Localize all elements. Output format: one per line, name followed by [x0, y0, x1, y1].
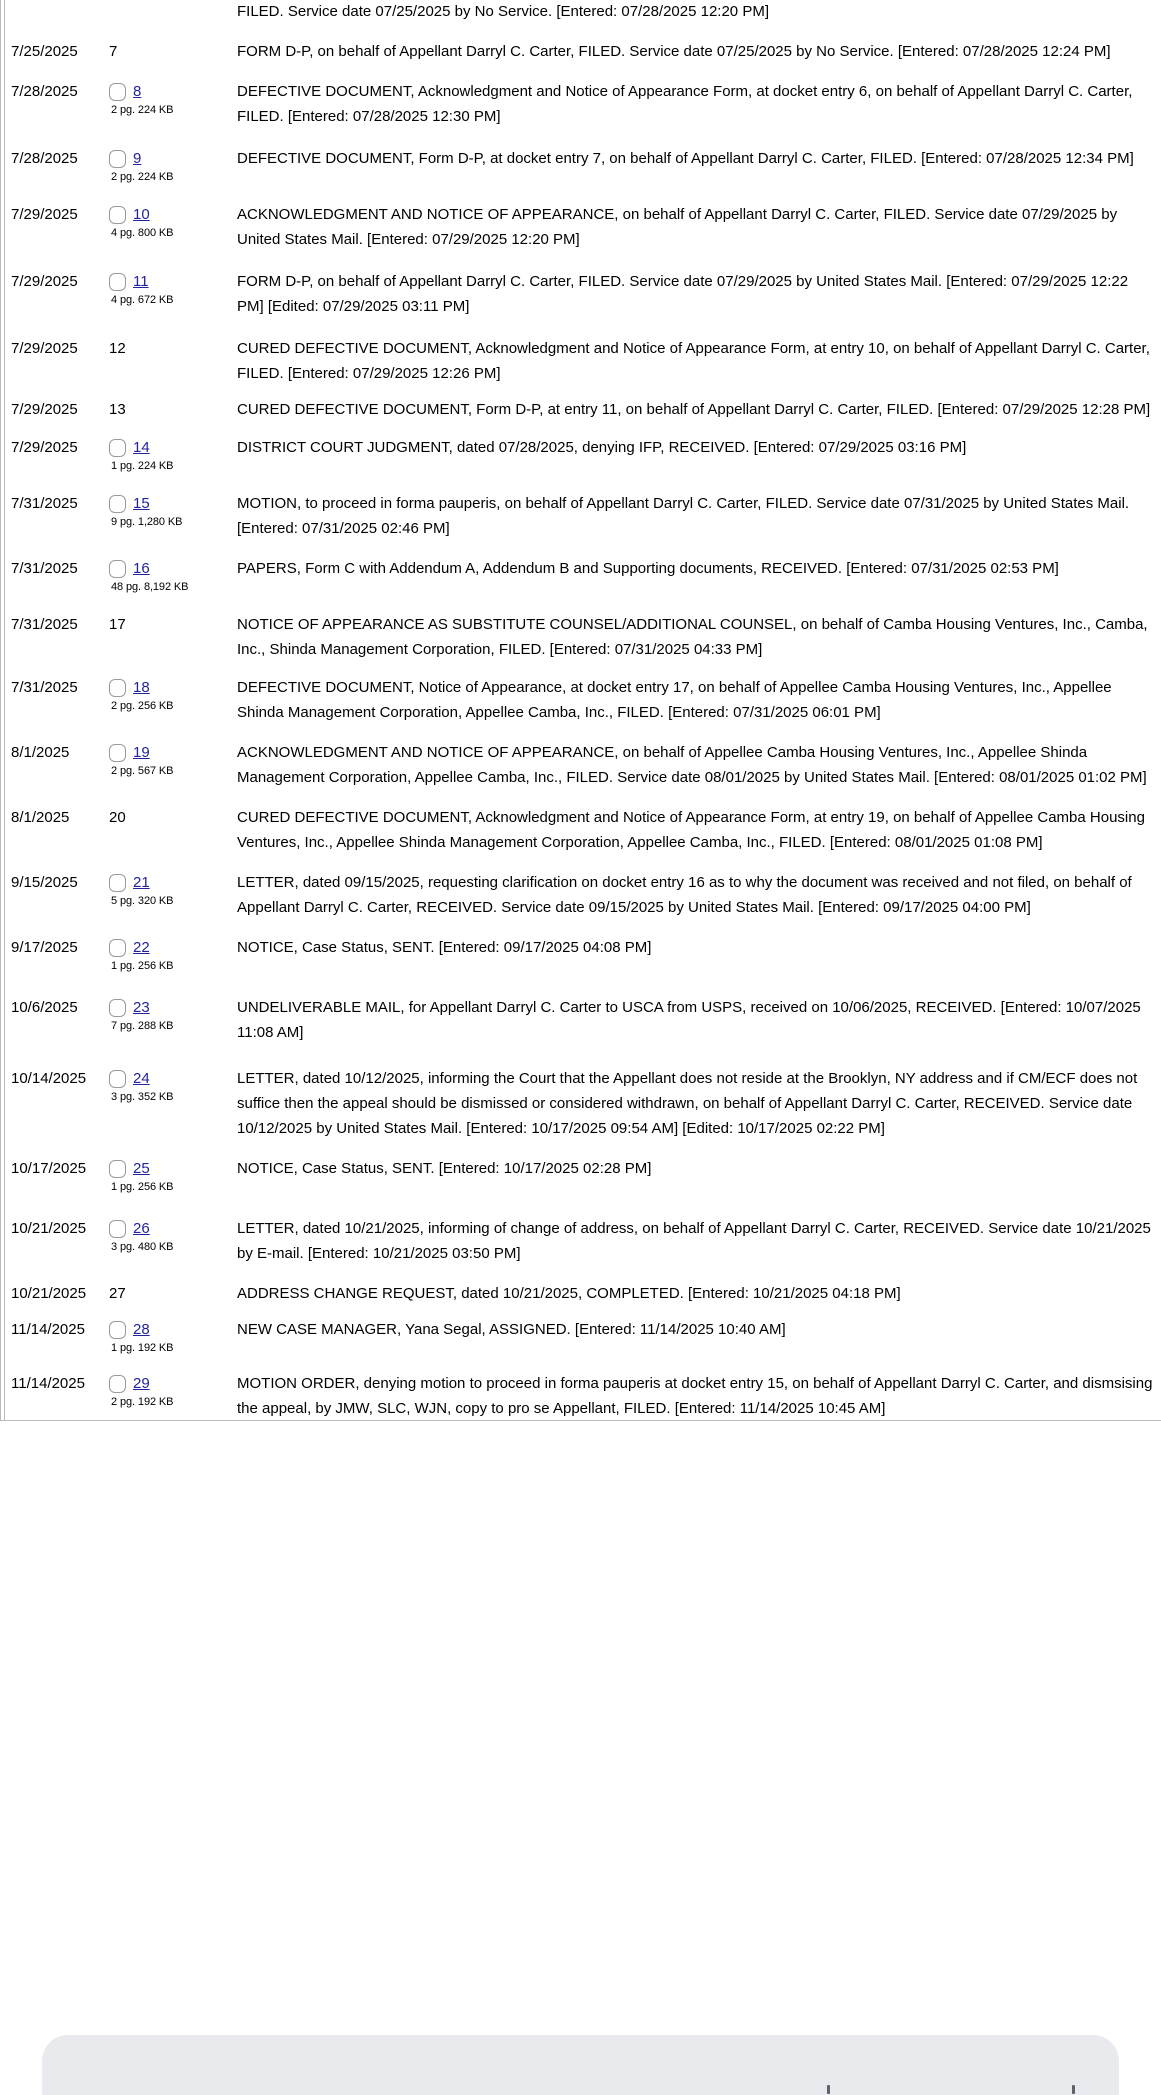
- document-number-link[interactable]: 11: [133, 273, 149, 290]
- entry-date: 7/28/2025: [11, 83, 78, 100]
- document-number-link[interactable]: 25: [133, 1160, 150, 1177]
- entry-date: 8/1/2025: [11, 744, 70, 761]
- entry-description: NOTICE, Case Status, SENT. [Entered: 09/17/2025 04:08 PM]: [237, 939, 652, 956]
- row-spacer: [1, 129, 1161, 145]
- document-select-checkbox[interactable]: [109, 1375, 126, 1393]
- docket-row: [1, 490, 1161, 541]
- entry-date: 7/29/2025: [11, 340, 78, 357]
- entry-document-cell: [109, 201, 229, 241]
- entry-document-head: [109, 1216, 229, 1241]
- entry-document-cell: [109, 38, 229, 64]
- entry-date: 11/14/2025: [11, 1321, 85, 1338]
- document-size-label: 9 pg. 1,280 KB: [111, 516, 183, 528]
- document-number-text: 27: [109, 1285, 126, 1302]
- docket-row: [1, 396, 1161, 422]
- entry-date: [11, 0, 109, 1]
- document-size-label: 2 pg. 224 KB: [111, 171, 174, 183]
- entry-document-cell: [109, 1280, 229, 1306]
- entry-document-cell: [109, 555, 229, 595]
- entry-date: 7/29/2025: [11, 273, 78, 290]
- docket-row: [1, 1316, 1161, 1356]
- document-size-label: 5 pg. 320 KB: [111, 895, 174, 907]
- entry-document-cell: [109, 934, 229, 974]
- document-select-checkbox[interactable]: [109, 1070, 126, 1088]
- entry-document-head: [109, 79, 229, 104]
- entry-document-head: [109, 1317, 229, 1342]
- entry-document-cell: [109, 145, 229, 185]
- entry-document-cell: [109, 994, 229, 1034]
- entry-document-cell: [109, 869, 229, 909]
- entry-document-head: [109, 397, 229, 422]
- row-spacer: [1, 422, 1161, 434]
- docket-row: [1, 934, 1161, 974]
- entry-document-head: [109, 870, 229, 895]
- document-size-label: 7 pg. 288 KB: [111, 1020, 174, 1032]
- entry-description: CURED DEFECTIVE DOCUMENT, Form D-P, at entry 11, on behalf of Appellant Darryl C. Carter, FILED. [Entered: 07/29/2025 12:28 PM]: [237, 401, 1151, 418]
- entry-date: 7/31/2025: [11, 560, 78, 577]
- document-select-checkbox[interactable]: [109, 1160, 126, 1178]
- document-number-link[interactable]: 24: [133, 1070, 150, 1087]
- document-size-label: 4 pg. 800 KB: [111, 227, 174, 239]
- document-number-link[interactable]: 8: [133, 83, 142, 100]
- entry-document-head: [109, 491, 229, 516]
- row-spacer: [1, 1141, 1161, 1155]
- document-size-label: 2 pg. 224 KB: [111, 104, 174, 116]
- entry-date: 7/31/2025: [11, 616, 78, 633]
- document-number-link[interactable]: 21: [133, 874, 150, 891]
- entry-document-cell: [109, 0, 229, 1]
- entry-document-cell: [109, 78, 229, 118]
- entry-description: LETTER, dated 10/21/2025, informing of change of address, on behalf of Appellant Darryl C. Carter, RECEIVED. Service date 10/21/2025 by E-mail. [Entered: 10/21/2025 03:50 PM]: [237, 1220, 1151, 1262]
- entry-date: 11/14/2025: [11, 1375, 85, 1392]
- entry-description: LETTER, dated 09/15/2025, requesting clarification on docket entry 16 as to why the document was received and not filed, on behalf of Appellant Darryl C. Carter, RECEIVED. Service date 09/15/2025 by United States Mail. [Entered: 09/17/2025 04:00 PM]: [237, 874, 1132, 916]
- document-select-checkbox[interactable]: [109, 495, 126, 513]
- entry-document-head: [109, 39, 229, 64]
- entry-document-head: [109, 202, 229, 227]
- entry-date: 7/28/2025: [11, 150, 78, 167]
- entry-description: FORM D-P, on behalf of Appellant Darryl C. Carter, FILED. Service date 07/29/2025 by United States Mail. [Entered: 07/29/2025 12:22 PM] [Edited: 07/29/2025 03:11 PM]: [237, 273, 1129, 315]
- row-spacer: [1, 1306, 1161, 1316]
- entry-document-cell: [109, 490, 229, 530]
- row-spacer: [1, 725, 1161, 739]
- row-spacer: [1, 541, 1161, 555]
- entry-document-head: [109, 935, 229, 960]
- entry-document-cell: [109, 1370, 229, 1410]
- entry-document-cell: [109, 611, 229, 637]
- document-number-link[interactable]: 26: [133, 1220, 150, 1237]
- document-select-checkbox[interactable]: [109, 939, 126, 957]
- entry-document-head: [109, 805, 229, 830]
- entry-date: 10/21/2025: [11, 1220, 87, 1237]
- document-select-checkbox[interactable]: [109, 679, 126, 697]
- row-spacer: [1, 662, 1161, 674]
- entry-document-head: [109, 1281, 229, 1306]
- document-number-link[interactable]: 28: [133, 1321, 150, 1338]
- entry-description: NEW CASE MANAGER, Yana Segal, ASSIGNED. [Entered: 11/14/2025 10:40 AM]: [237, 1321, 786, 1338]
- entry-date: 8/1/2025: [11, 809, 70, 826]
- docket-row: [1, 869, 1161, 920]
- docket-row: [1, 201, 1161, 252]
- document-number-text: 20: [109, 809, 126, 826]
- entry-document-cell: [109, 396, 229, 422]
- entry-document-head: [109, 556, 229, 581]
- entry-document-cell: [109, 1215, 229, 1255]
- message-composer-panel[interactable]: [42, 2035, 1119, 2095]
- document-select-checkbox[interactable]: [109, 874, 126, 892]
- document-number-link[interactable]: 10: [133, 206, 150, 223]
- entry-date: 7/31/2025: [11, 679, 78, 696]
- entry-document-head: [109, 269, 229, 294]
- document-number-text: 7: [109, 43, 118, 60]
- document-size-label: 2 pg. 192 KB: [111, 1396, 174, 1408]
- document-size-label: 48 pg. 8,192 KB: [111, 581, 189, 593]
- row-spacer: [1, 920, 1161, 934]
- row-spacer: [1, 595, 1161, 611]
- document-size-label: 2 pg. 567 KB: [111, 765, 174, 777]
- entry-date: 9/15/2025: [11, 874, 78, 891]
- row-spacer: [1, 855, 1161, 869]
- docket-row: [1, 1155, 1161, 1195]
- entry-document-head: [109, 435, 229, 460]
- entry-date: 10/21/2025: [11, 1285, 87, 1302]
- document-size-label: 3 pg. 352 KB: [111, 1091, 174, 1103]
- row-spacer: [1, 1266, 1161, 1280]
- docket-row-partial: [1, 0, 1161, 24]
- document-number-text: 12: [109, 340, 126, 357]
- entry-description: NOTICE OF APPEARANCE AS SUBSTITUTE COUNSEL/ADDITIONAL COUNSEL, on behalf of Camba Housing Ventures, Inc., Camba, Inc., Shinda Management Corporation, FILED. [Entered: 07/31/2025 04:33 PM]: [237, 616, 1148, 658]
- entry-description-continuation: FILED. Service date 07/25/2025 by No Service. [Entered: 07/28/2025 12:20 PM]: [237, 3, 769, 20]
- row-spacer: [1, 1195, 1161, 1215]
- row-spacer: [1, 974, 1161, 994]
- document-select-checkbox[interactable]: [109, 206, 126, 224]
- row-spacer: [1, 252, 1161, 268]
- docket-row: [1, 739, 1161, 790]
- row-spacer: [1, 64, 1161, 78]
- document-size-label: 4 pg. 672 KB: [111, 294, 174, 306]
- docket-row: [1, 1065, 1161, 1141]
- entry-document-head: [109, 146, 229, 171]
- entry-date: 10/17/2025: [11, 1160, 87, 1177]
- entry-document-head: [109, 612, 229, 637]
- row-spacer: [1, 386, 1161, 396]
- document-size-label: 2 pg. 256 KB: [111, 700, 174, 712]
- docket-rows-container: [1, 38, 1161, 1421]
- row-spacer: [1, 24, 1161, 38]
- document-select-checkbox[interactable]: [109, 150, 126, 168]
- entry-document-cell: [109, 434, 229, 474]
- entry-date: 7/29/2025: [11, 401, 78, 418]
- document-select-checkbox[interactable]: [109, 439, 126, 457]
- entry-document-cell: [109, 739, 229, 779]
- entry-document-cell: [109, 804, 229, 830]
- document-select-checkbox[interactable]: [109, 83, 126, 101]
- entry-description: DISTRICT COURT JUDGMENT, dated 07/28/2025, denying IFP, RECEIVED. [Entered: 07/29/2025 03:16 PM]: [237, 439, 967, 456]
- document-select-checkbox[interactable]: [109, 1220, 126, 1238]
- document-select-checkbox[interactable]: [109, 560, 126, 578]
- entry-document-head: [109, 1156, 229, 1181]
- document-size-label: 1 pg. 256 KB: [111, 960, 174, 972]
- entry-document-head: [109, 995, 229, 1020]
- entry-description: CURED DEFECTIVE DOCUMENT, Acknowledgment and Notice of Appearance Form, at entry 10, on behalf of Appellant Darryl C. Carter, FILED. [Entered: 07/29/2025 12:26 PM]: [237, 340, 1150, 382]
- document-number-link[interactable]: 29: [133, 1375, 150, 1392]
- entry-date: 7/29/2025: [11, 439, 78, 456]
- entry-document-head: [109, 675, 229, 700]
- docket-row: [1, 1215, 1161, 1266]
- entry-document-cell: [109, 1065, 229, 1105]
- entry-date: 7/31/2025: [11, 495, 78, 512]
- docket-row: [1, 1370, 1161, 1421]
- entry-description: UNDELIVERABLE MAIL, for Appellant Darryl C. Carter to USCA from USPS, received on 10/06/2025, RECEIVED. [Entered: 10/07/2025 11:08 AM]: [237, 999, 1141, 1041]
- docket-row: [1, 555, 1161, 595]
- row-spacer: [1, 790, 1161, 804]
- entry-date: 9/17/2025: [11, 939, 78, 956]
- document-number-text: 17: [109, 616, 126, 633]
- docket-row: [1, 38, 1161, 64]
- row-spacer: [1, 474, 1161, 490]
- document-size-label: 1 pg. 224 KB: [111, 460, 174, 472]
- document-number-link[interactable]: 18: [133, 679, 150, 696]
- docket-row: [1, 804, 1161, 855]
- document-number-link[interactable]: 22: [133, 939, 150, 956]
- entry-description: FORM D-P, on behalf of Appellant Darryl C. Carter, FILED. Service date 07/25/2025 by No Service. [Entered: 07/28/2025 12:24 PM]: [237, 43, 1111, 60]
- document-select-checkbox[interactable]: [109, 744, 126, 762]
- row-spacer: [1, 1356, 1161, 1370]
- docket-row: [1, 1280, 1161, 1306]
- row-spacer: [1, 1045, 1161, 1065]
- document-number-link[interactable]: 23: [133, 999, 150, 1016]
- document-number-link[interactable]: 15: [133, 495, 150, 512]
- entry-document-cell: [109, 335, 229, 361]
- entry-description: NOTICE, Case Status, SENT. [Entered: 10/17/2025 02:28 PM]: [237, 1160, 652, 1177]
- document-size-label: 1 pg. 192 KB: [111, 1342, 174, 1354]
- entry-document-head: [109, 1371, 229, 1396]
- entry-description: ACKNOWLEDGMENT AND NOTICE OF APPEARANCE, on behalf of Appellant Darryl C. Carter, FILED. Service date 07/29/2025 by United States Mail. [Entered: 07/29/2025 12:20 PM]: [237, 206, 1118, 248]
- row-spacer: [1, 319, 1161, 335]
- document-number-link[interactable]: 16: [133, 560, 150, 577]
- docket-row: [1, 145, 1161, 185]
- document-number-link[interactable]: 9: [133, 150, 142, 167]
- docket-row: [1, 674, 1161, 725]
- document-size-label: 3 pg. 480 KB: [111, 1241, 174, 1253]
- document-number-link[interactable]: 14: [133, 439, 150, 456]
- docket-row: [1, 434, 1161, 474]
- entry-description: CURED DEFECTIVE DOCUMENT, Acknowledgment and Notice of Appearance Form, at entry 19, on behalf of Appellee Camba Housing Ventures, Inc., Appellee Shinda Management Corporation, Appellee Camba, Inc., FILED. [Entered: 08/01/2025 01:08 PM]: [237, 809, 1145, 851]
- docket-row: [1, 335, 1161, 386]
- entry-document-head: [109, 740, 229, 765]
- entry-description: LETTER, dated 10/12/2025, informing the Court that the Appellant does not reside at the Brooklyn, NY address and if CM/ECF does not suffice then the appeal should be dismissed or considered withdrawn, on behalf of Appellant Darryl C. Carter, RECEIVED. Service date 10/12/2025 by United States Mail. [Entered: 10/17/2025 09:54 AM] [Edited: 10/17/2025 02:22 PM]: [237, 1070, 1138, 1137]
- document-number-link[interactable]: 19: [133, 744, 150, 761]
- docket-row: [1, 611, 1161, 662]
- entry-document-cell: [109, 674, 229, 714]
- entry-date: 7/25/2025: [11, 43, 78, 60]
- entry-description: PAPERS, Form C with Addendum A, Addendum B and Supporting documents, RECEIVED. [Entered: 07/31/2025 02:53 PM]: [237, 560, 1059, 577]
- entry-document-head: [109, 336, 229, 361]
- entry-document-cell: [109, 1155, 229, 1195]
- document-select-checkbox[interactable]: [109, 999, 126, 1017]
- entry-description: DEFECTIVE DOCUMENT, Acknowledgment and Notice of Appearance Form, at docket entry 6, on behalf of Appellant Darryl C. Carter, FILED. [Entered: 07/28/2025 12:30 PM]: [237, 83, 1133, 125]
- row-spacer: [1, 185, 1161, 201]
- document-select-checkbox[interactable]: [109, 1321, 126, 1339]
- entry-description: DEFECTIVE DOCUMENT, Notice of Appearance, at docket entry 17, on behalf of Appellee Camba Housing Ventures, Inc., Appellee Shinda Management Corporation, Appellee Camba, Inc., FILED. [Entered: 07/31/2025 06:01 PM]: [237, 679, 1112, 721]
- entry-description: DEFECTIVE DOCUMENT, Form D-P, at docket entry 7, on behalf of Appellant Darryl C. Carter, FILED. [Entered: 07/28/2025 12:34 PM]: [237, 150, 1134, 167]
- document-select-checkbox[interactable]: [109, 273, 126, 291]
- entry-description: ADDRESS CHANGE REQUEST, dated 10/21/2025, COMPLETED. [Entered: 10/21/2025 04:18 PM]: [237, 1285, 901, 1302]
- docket-row: [1, 268, 1161, 319]
- entry-date: 7/29/2025: [11, 206, 78, 223]
- docket-row: [1, 78, 1161, 129]
- entry-date: 10/14/2025: [11, 1070, 87, 1087]
- entry-document-cell: [109, 1316, 229, 1356]
- entry-document-head: [109, 1066, 229, 1091]
- entry-description: MOTION ORDER, denying motion to proceed in forma pauperis at docket entry 15, on behalf of Appellant Darryl C. Carter, and dismsising the appeal, by JMW, SLC, WJN, copy to pro se Appellant, FILED. [Entered: 11/14/2025 10:45 AM]: [237, 1375, 1153, 1417]
- document-size-label: 1 pg. 256 KB: [111, 1181, 174, 1193]
- document-number-text: 13: [109, 401, 126, 418]
- entry-document-cell: [109, 268, 229, 308]
- entry-description: MOTION, to proceed in forma pauperis, on behalf of Appellant Darryl C. Carter, FILED. Service date 07/31/2025 by United States Mail. [Entered: 07/31/2025 02:46 PM]: [237, 495, 1130, 537]
- entry-description: ACKNOWLEDGMENT AND NOTICE OF APPEARANCE, on behalf of Appellee Camba Housing Ventures, Inc., Appellee Shinda Management Corporation, Appellee Camba, Inc., FILED. Service date 08/01/2025 by United States Mail. [Entered: 08/01/2025 01:02 PM]: [237, 744, 1147, 786]
- composer-caret-icon: [827, 2085, 830, 2094]
- docket-row: [1, 994, 1161, 1045]
- entry-date: 10/6/2025: [11, 999, 78, 1016]
- composer-send-icon: [1072, 2085, 1075, 2094]
